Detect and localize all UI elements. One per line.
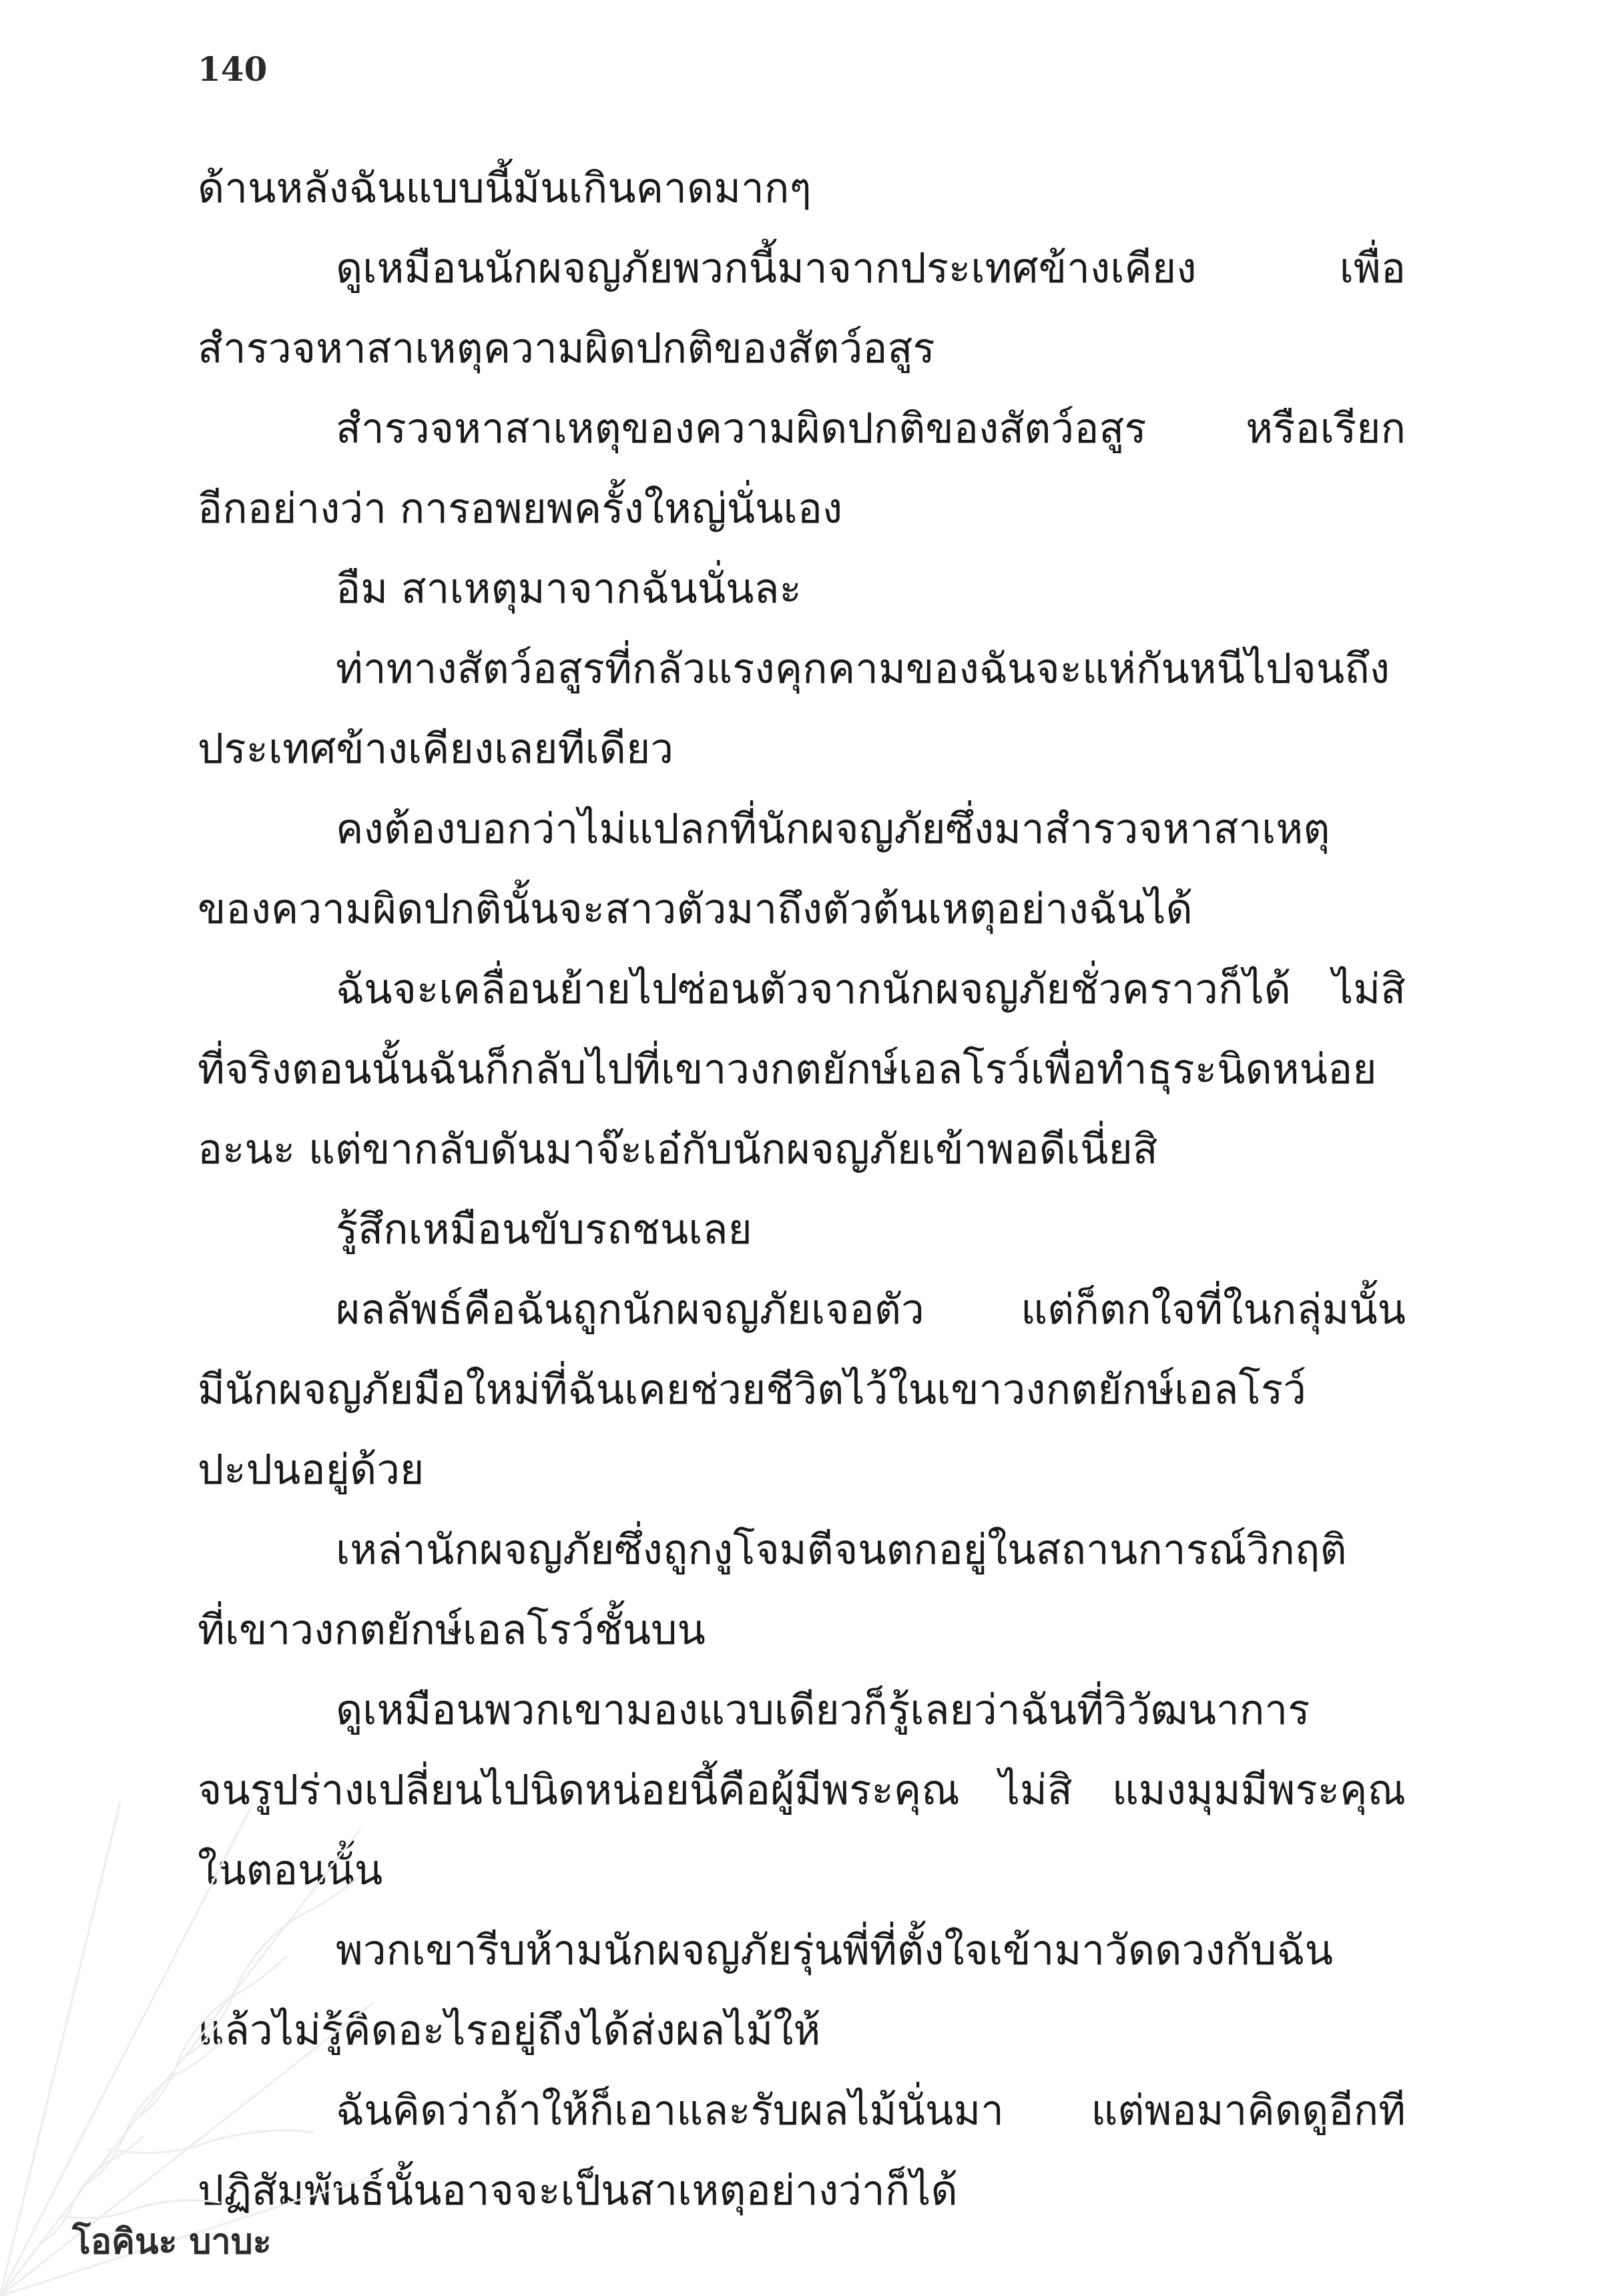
- text-line: ผลลัพธ์คือฉันถูกนักผจญภัยเจอตัว แต่ก็ตกใจที่ในกลุ่มนั้น: [336, 1285, 1406, 1334]
- text-line: เหล่านักผจญภัยซึ่งถูกงูโจมตีจนตกอยู่ในสถานการณ์วิกฤติ: [336, 1525, 1347, 1574]
- text-line: คงต้องบอกว่าไม่แปลกที่นักผจญภัยซึ่งมาสำรวจหาสาเหตุ: [336, 804, 1330, 853]
- text-line: ในตอนนั้น: [198, 1845, 383, 1894]
- text-line: ท่าทางสัตว์อสูรที่กลัวแรงคุกคามของฉันจะแห่กันหนีไปจนถึง: [336, 644, 1390, 693]
- text-line: ฉันจะเคลื่อนย้ายไปซ่อนตัวจากนักผจญภัยชั่วคราวก็ได้ ไม่สิ: [336, 964, 1406, 1013]
- text-line: ดูเหมือนนักผจญภัยพวกนี้มาจากประเทศข้างเคียง เพื่อ: [336, 244, 1406, 292]
- text-line: พวกเขารีบห้ามนักผจญภัยรุ่นพี่ที่ตั้งใจเข้ามาวัดดวงกับฉัน: [336, 1926, 1333, 1974]
- page-number: 140: [198, 49, 268, 89]
- text-line: ฉันคิดว่าถ้าให้ก็เอาและรับผลไม้นั่นมา แต่พอมาคิดดูอีกที: [336, 2086, 1406, 2134]
- text-line: ด้านหลังฉันแบบนี้มันเกินคาดมากๆ: [198, 164, 812, 212]
- text-line: ของความผิดปกตินั้นจะสาวตัวมาถึงตัวต้นเหตุอย่างฉันได้: [198, 884, 1193, 933]
- text-line: ที่เขาวงกตยักษ์เอลโรว์ชั้นบน: [198, 1605, 706, 1654]
- text-line: รู้สึกเหมือนขับรถชนเลย: [336, 1205, 752, 1253]
- footer-book-title: โอคินะ บาบะ: [72, 2222, 272, 2262]
- text-line: สำรวจหาสาเหตุความผิดปกติของสัตว์อสูร: [198, 324, 935, 372]
- text-line: แล้วไม่รู้คิดอะไรอยู่ถึงได้ส่งผลไม้ให้: [198, 2006, 821, 2054]
- body-text: [198, 148, 1406, 2231]
- text-line: ประเทศข้างเคียงเลยทีเดียว: [198, 724, 674, 773]
- text-line: สำรวจหาสาเหตุของความผิดปกติของสัตว์อสูร หรือเรียก: [336, 404, 1406, 453]
- text-line: จนรูปร่างเปลี่ยนไปนิดหน่อยนี้คือผู้มีพระคุณ ไม่สิ แมงมุมมีพระคุณ: [198, 1765, 1406, 1814]
- text-line: มีนักผจญภัยมือใหม่ที่ฉันเคยช่วยชีวิตไว้ในเขาวงกตยักษ์เอลโรว์: [198, 1365, 1306, 1414]
- text-line: อืม สาเหตุมาจากฉันนั่นละ: [336, 564, 802, 613]
- text-line: ที่จริงตอนนั้นฉันก็กลับไปที่เขาวงกตยักษ์เอลโรว์เพื่อทำธุระนิดหน่อย: [198, 1045, 1377, 1093]
- text-line: ปะปนอยู่ด้วย: [198, 1445, 425, 1494]
- text-line: ปฏิสัมพันธ์นั้นอาจจะเป็นสาเหตุอย่างว่าก็ได้: [198, 2166, 958, 2215]
- text-line: ดูเหมือนพวกเขามองแวบเดียวก็รู้เลยว่าฉันที่วิวัฒนาการ: [336, 1685, 1310, 1734]
- text-line: อะนะ แต่ขากลับดันมาจ๊ะเอ๋กับนักผจญภัยเข้าพอดีเนี่ยสิ: [198, 1125, 1158, 1173]
- text-line: อีกอย่างว่า การอพยพครั้งใหญ่นั่นเอง: [198, 484, 843, 533]
